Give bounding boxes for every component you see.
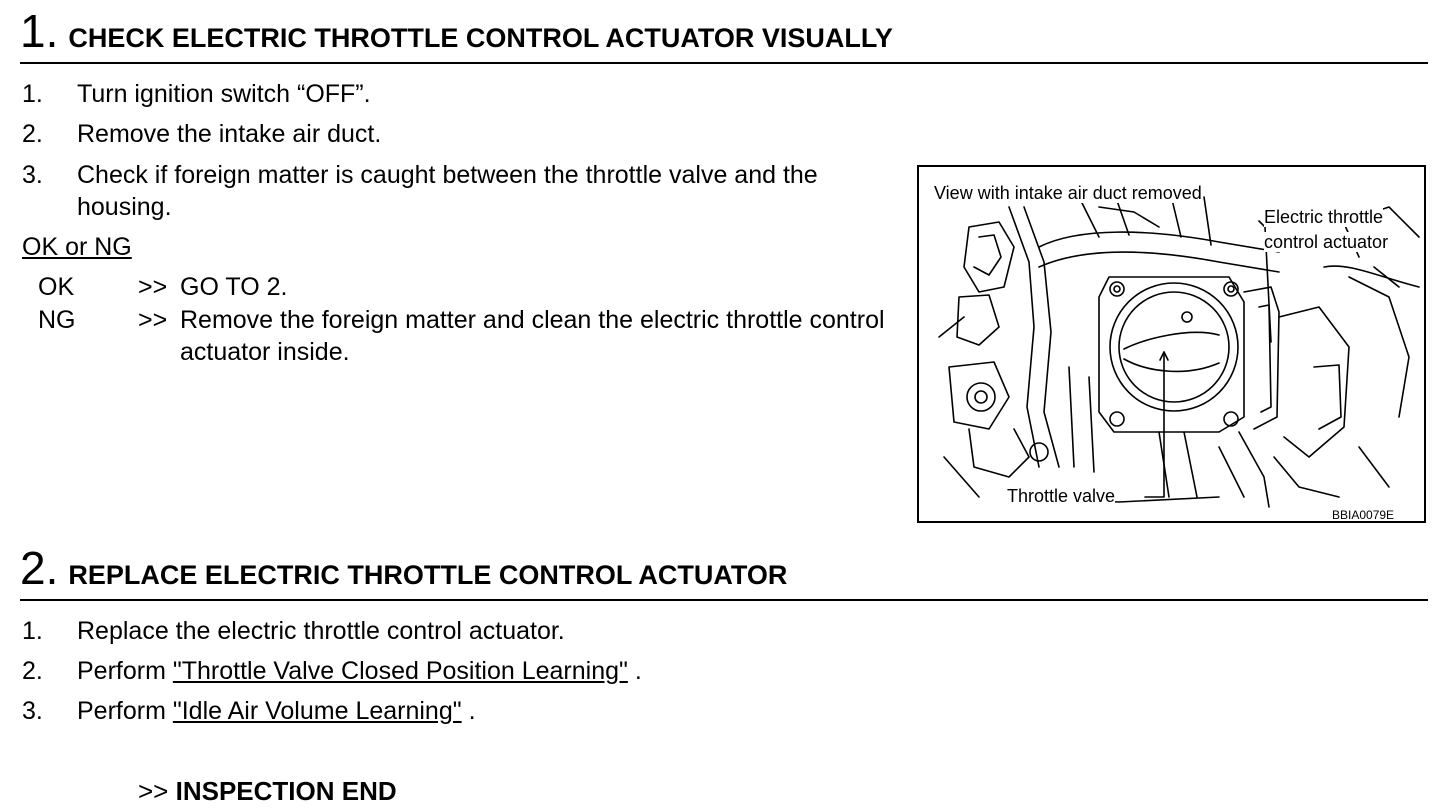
- step-2-item-1-text: Replace the electric throttle control actuator.: [77, 617, 565, 645]
- step-1-item-1-number: 1.: [22, 80, 43, 108]
- step-2-item-3-number: 3.: [22, 697, 43, 725]
- figure-label-actuator-line2: control actuator: [1264, 232, 1389, 252]
- step-2-item-1-number: 1.: [22, 617, 43, 645]
- step-1-item-1-text: Turn ignition switch “OFF”.: [77, 80, 371, 108]
- idle-air-volume-learning-link[interactable]: "Idle Air Volume Learning": [172, 697, 462, 725]
- step-1-item-2-text: Remove the intake air duct.: [77, 120, 382, 148]
- result-ok-arrow: >>: [138, 273, 168, 301]
- step-1-item-3-text: Check if foreign matter is caught between the throttle valve and the housing.: [77, 161, 818, 221]
- throttle-figure: [917, 165, 1426, 523]
- step-2-item-3-prefix: Perform: [77, 697, 166, 725]
- step-2-number: 2.: [20, 542, 59, 594]
- result-ng-code: NG: [38, 306, 76, 334]
- step-2-item-2-text: [77, 655, 642, 687]
- figure-code: BBIA0079E: [1332, 508, 1395, 522]
- result-ng-arrow: >>: [138, 306, 168, 334]
- result-ok-code: OK: [38, 273, 75, 301]
- step-2-heading: [20, 542, 788, 594]
- step-2-item-2-suffix: .: [634, 657, 642, 685]
- ok-or-ng-heading: OK or NG: [22, 233, 132, 261]
- step-2-item-2-prefix: Perform: [77, 657, 166, 685]
- step-1-title: CHECK ELECTRIC THROTTLE CONTROL ACTUATOR VISUALLY: [68, 23, 893, 53]
- step-1-heading: [20, 5, 893, 57]
- step-2-title: REPLACE ELECTRIC THROTTLE CONTROL ACTUATOR: [68, 560, 788, 590]
- step-1-item-3-number: 3.: [22, 161, 43, 189]
- figure-label-throttle-valve: Throttle valve: [1007, 486, 1116, 506]
- figure-label-actuator-line1: Electric throttle: [1264, 207, 1384, 227]
- step-2-item-3-suffix: .: [468, 697, 476, 725]
- inspection-end: [138, 774, 397, 808]
- step-1-number: 1.: [20, 5, 59, 57]
- inspection-end-arrow: >>: [138, 776, 169, 806]
- figure-caption: View with intake air duct removed: [934, 183, 1202, 203]
- step-2-item-2-number: 2.: [22, 657, 43, 685]
- step-2-item-3-text: [77, 695, 476, 727]
- step-1-item-2-number: 2.: [22, 120, 43, 148]
- inspection-end-label: INSPECTION END: [175, 776, 397, 806]
- step-1-divider: [20, 62, 1428, 64]
- step-2-divider: [20, 599, 1428, 601]
- result-ok-text: GO TO 2.: [180, 273, 288, 301]
- throttle-valve-closed-position-learning-link[interactable]: "Throttle Valve Closed Position Learning": [172, 657, 628, 685]
- result-ng-text: Remove the foreign matter and clean the electric throttle control actuator inside.: [180, 306, 885, 366]
